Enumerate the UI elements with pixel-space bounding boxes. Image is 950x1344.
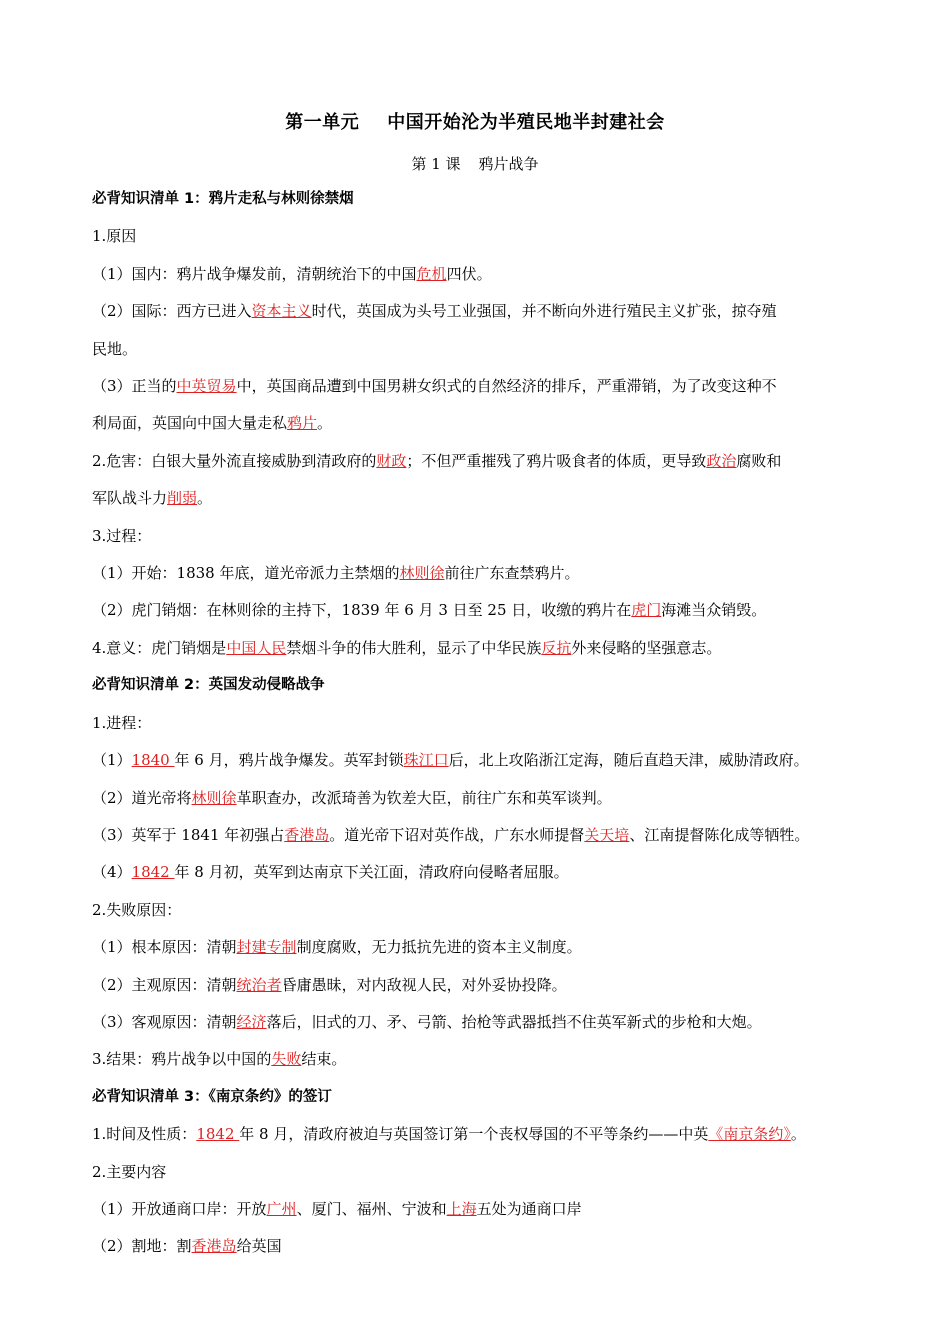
- s1-cause-3: [92, 368, 862, 405]
- line-text: 外来侵略的坚强意志。: [571, 638, 722, 657]
- s2-progress-heading: [92, 705, 862, 742]
- s1-cause-2: [92, 293, 862, 330]
- line-text: 。: [790, 1125, 806, 1144]
- unit-name: 中国开始沦为半殖民地半封建社会: [387, 112, 665, 133]
- line-text: （2）割地：割: [92, 1237, 192, 1256]
- answer-blank: 《南京条约》: [708, 1125, 791, 1144]
- line-text: （2）虎门销烟：在林则徐的主持下，1839 年 6 月 3 日至 25 日，收缴的鸦片在: [92, 601, 632, 620]
- line-text: （1）根本原因：清朝: [92, 938, 237, 957]
- answer-blank: 林则徐: [399, 564, 445, 583]
- unit-title: [0, 110, 950, 136]
- line-text: 。道光帝下诏对英作战，广东水师提督: [329, 825, 585, 844]
- section-3-heading: [92, 1079, 862, 1116]
- answer-blank: 资本主义: [251, 302, 312, 321]
- s1-harm: [92, 443, 862, 480]
- s1-harm-cont: [92, 480, 862, 517]
- s1-cause-heading: [92, 218, 862, 255]
- answer-blank: 经济: [236, 1012, 267, 1031]
- answer-blank: 危机: [416, 264, 447, 283]
- line-text: 1.进程：: [92, 713, 152, 732]
- line-text: （1）开始：1838 年底，道光帝派力主禁烟的: [92, 564, 400, 583]
- answer-blank: 封建专制: [236, 938, 297, 957]
- line-text: 年 8 月，清政府被迫与英国签订第一个丧权辱国的不平等条约——中英: [239, 1125, 709, 1144]
- answer-blank: 虎门: [631, 601, 662, 620]
- answer-blank: 1842: [131, 863, 175, 882]
- line-text: 、厦门、福州、宁波和: [296, 1199, 447, 1218]
- s2-failure-2: [92, 967, 862, 1004]
- line-text: 1.原因: [92, 227, 137, 246]
- line-text: 后，北上攻陷浙江定海，随后直趋天津，威胁清政府。: [448, 751, 809, 770]
- answer-blank: 中英贸易: [176, 377, 237, 396]
- answer-blank: 上海: [446, 1199, 477, 1218]
- s2-progress-2: [92, 780, 862, 817]
- unit-number: 第一单元: [285, 112, 360, 133]
- line-text: （3）英军于 1841 年初强占: [92, 825, 285, 844]
- answer-blank: 香港岛: [284, 825, 330, 844]
- line-text: 五处为通商口岸: [476, 1199, 582, 1218]
- answer-blank: 1842: [196, 1125, 240, 1144]
- s2-failure-1: [92, 929, 862, 966]
- line-text: 时代，英国成为头号工业强国，并不断向外进行殖民主义扩张，掠夺殖: [311, 302, 777, 321]
- s2-failure-heading: [92, 892, 862, 929]
- s3-content-1: [92, 1191, 862, 1228]
- line-text: 昏庸愚昧，对内敌视人民，对外妥协投降。: [281, 975, 567, 994]
- line-text: 腐败和: [736, 451, 782, 470]
- line-text: 革职查办，改派琦善为钦差大臣，前往广东和英军谈判。: [236, 788, 612, 807]
- s3-content-heading: [92, 1154, 862, 1191]
- lesson-name: 鸦片战争: [478, 155, 539, 173]
- line-text: 。: [317, 414, 333, 433]
- answer-blank: 政治: [706, 451, 737, 470]
- line-text: 四伏。: [446, 264, 492, 283]
- s3-content-2: [92, 1228, 862, 1265]
- line-text: 必背知识清单 2：英国发动侵略战争: [92, 677, 325, 694]
- line-text: 、江南提督陈化成等牺牲。: [629, 825, 810, 844]
- answer-blank: 反抗: [541, 638, 572, 657]
- line-text: 2.失败原因：: [92, 900, 182, 919]
- answer-blank: 统治者: [236, 975, 282, 994]
- line-text: （3）正当的: [92, 377, 177, 396]
- line-text: （1）开放通商口岸：开放: [92, 1199, 267, 1218]
- line-text: （1）: [92, 751, 132, 770]
- line-text: （4）: [92, 863, 132, 882]
- s2-progress-1: [92, 742, 862, 779]
- line-text: 年 8 月初，英军到达南京下关江面，清政府向侵略者屈服。: [174, 863, 569, 882]
- answer-blank: 广州: [266, 1199, 297, 1218]
- answer-blank: 林则徐: [191, 788, 237, 807]
- line-text: 利局面，英国向中国大量走私: [92, 414, 288, 433]
- s2-progress-4: [92, 854, 862, 891]
- line-text: 制度腐败，无力抵抗先进的资本主义制度。: [296, 938, 582, 957]
- line-text: 必背知识清单 3：《南京条约》的签订: [92, 1088, 332, 1105]
- s1-process-2: [92, 592, 862, 629]
- line-text: 必背知识清单 1：鸦片走私与林则徐禁烟: [92, 191, 354, 207]
- line-text: （1）国内：鸦片战争爆发前，清朝统治下的中国: [92, 264, 417, 283]
- s2-failure-3: [92, 1004, 862, 1041]
- line-text: 4.意义：虎门销烟是: [92, 638, 227, 657]
- line-text: 海滩当众销毁。: [661, 601, 767, 620]
- lesson-number: 第 1 课: [411, 155, 461, 173]
- line-text: 3.过程：: [92, 526, 152, 545]
- answer-blank: 香港岛: [191, 1237, 237, 1256]
- s1-process-heading: [92, 518, 862, 555]
- line-text: 2.危害：白银大量外流直接威胁到清政府的: [92, 451, 377, 470]
- s1-process-1: [92, 555, 862, 592]
- line-text: 军队战斗力: [92, 489, 168, 508]
- answer-blank: 鸦片: [287, 414, 318, 433]
- answer-blank: 削弱: [167, 489, 198, 508]
- answer-blank: 失败: [271, 1050, 302, 1069]
- line-text: 结束。: [301, 1050, 347, 1069]
- line-text: 落后，旧式的刀、矛、弓箭、抬枪等武器抵挡不住英军新式的步枪和大炮。: [266, 1012, 762, 1031]
- s1-cause-1: [92, 256, 862, 293]
- line-text: （2）主观原因：清朝: [92, 975, 237, 994]
- line-text: （2）国际：西方已进入: [92, 302, 252, 321]
- line-text: 禁烟斗争的伟大胜利，显示了中华民族: [286, 638, 542, 657]
- lesson-title: [0, 152, 950, 176]
- s1-cause-3-cont: [92, 405, 862, 442]
- answer-blank: 中国人民: [226, 638, 287, 657]
- line-text: 。: [197, 489, 213, 508]
- line-text: 2.主要内容: [92, 1162, 167, 1181]
- line-text: （2）道光帝将: [92, 788, 192, 807]
- line-text: 前往广东查禁鸦片。: [444, 564, 580, 583]
- line-text: 给英国: [236, 1237, 282, 1256]
- line-text: 1.时间及性质：: [92, 1125, 197, 1144]
- line-text: ；不但严重摧残了鸦片吸食者的体质，更导致: [406, 451, 707, 470]
- answer-blank: 关天培: [584, 825, 630, 844]
- s1-cause-2-cont: [92, 331, 862, 368]
- answer-blank: 1840: [131, 751, 175, 770]
- s3-time-nature: [92, 1116, 862, 1153]
- line-text: 中，英国商品遭到中国男耕女织式的自然经济的排斥，严重滞销，为了改变这种不: [236, 377, 777, 396]
- s2-progress-3: [92, 817, 862, 854]
- section-2-heading: [92, 667, 862, 704]
- answer-blank: 珠江口: [403, 751, 449, 770]
- answer-blank: 财政: [376, 451, 407, 470]
- s2-result: [92, 1041, 862, 1078]
- line-text: （3）客观原因：清朝: [92, 1012, 237, 1031]
- section-1-heading: [92, 181, 862, 218]
- line-text: 年 6 月，鸦片战争爆发。英军封锁: [174, 751, 404, 770]
- line-text: 3.结果：鸦片战争以中国的: [92, 1050, 272, 1069]
- s1-significance: [92, 630, 862, 667]
- line-text: 民地。: [92, 339, 138, 358]
- document-body: [92, 181, 862, 1266]
